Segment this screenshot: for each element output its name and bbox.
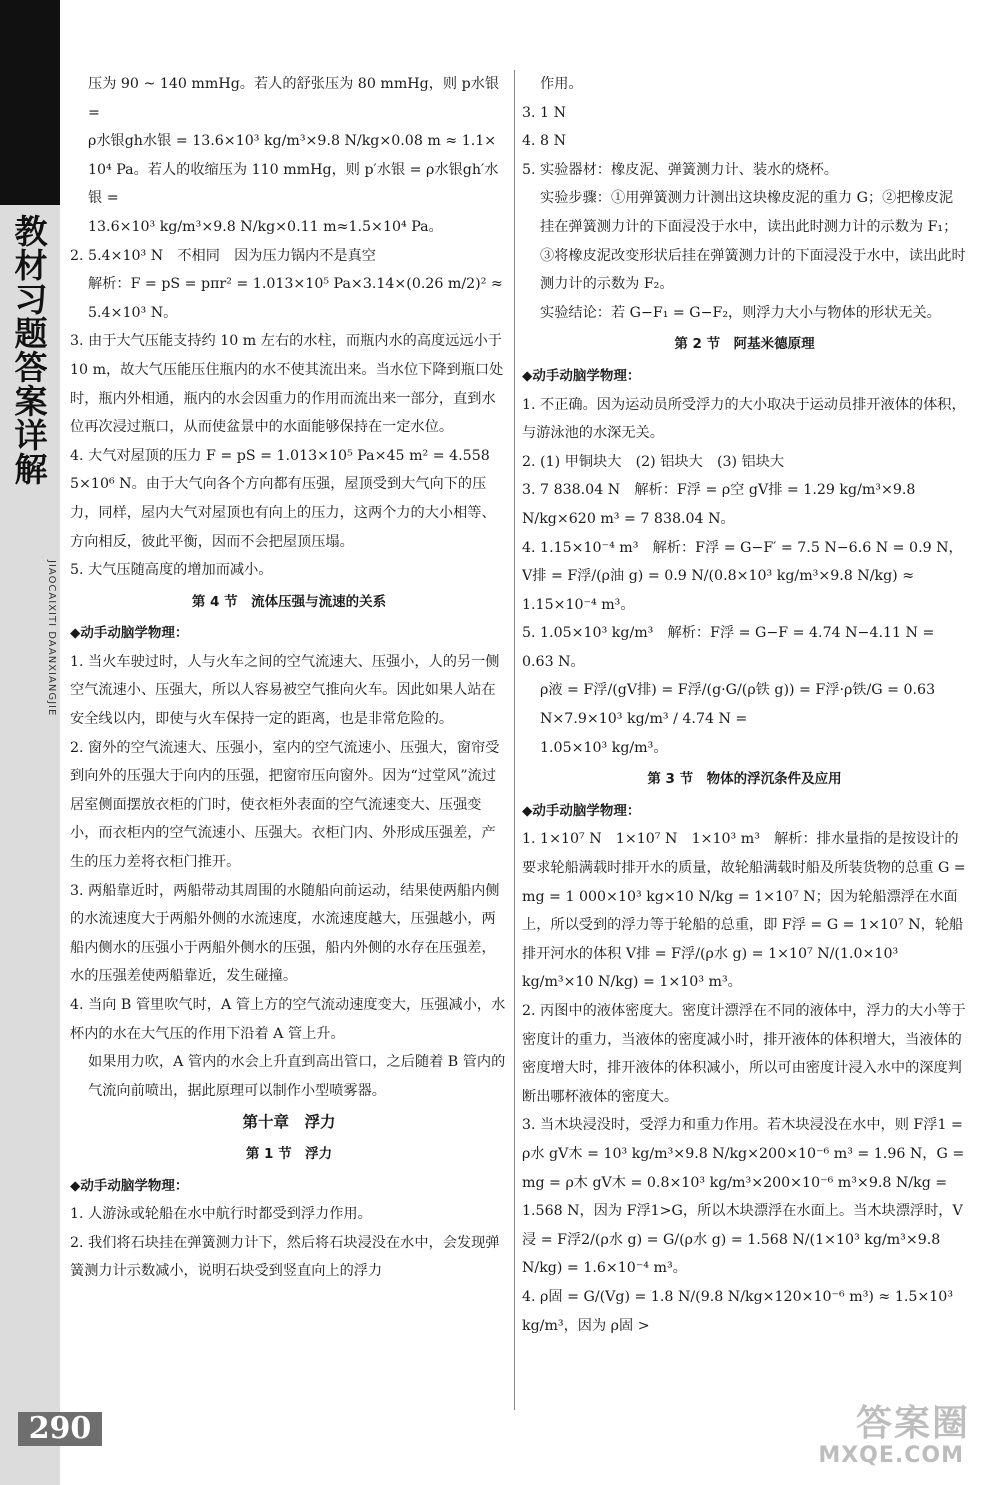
paragraph: 13.6×10³ kg/m³×9.8 N/kg×0.11 m≈1.5×10⁴ Pa。 xyxy=(88,218,443,235)
paragraph: 解析：F = pS = pπr² = 1.013×10⁵ Pa×3.14×(0.26 m/2)² ≈ xyxy=(88,276,503,293)
section-heading: 第 3 节 物体的浮沉条件及应用 xyxy=(647,771,842,788)
answer-item: 3. 由于大气压能支持约 10 m 左右的水柱，而瓶内水的高度远远小于 10 m，故大气压能压住瓶内的水不使其流出来。当水位下降到瓶口处时，瓶内外相通，瓶内的水会因重力的作用而流出来一部分，直到水位再次浸过瓶口，从而使盆景中的水面能够保持在一定水位。 xyxy=(70,333,504,436)
answer-item: 3. 当木块浸没时，受浮力和重力作用。若木块浸没在水中，则 F浮1 = ρ水 gV木 = 10³ kg/m³×9.8 N/kg×200×10⁻⁶ m³ = 1.96 N，G = mg = ρ木 gV木 = 0.8×10³ kg/m³×200×10⁻⁶ m³×9.8 N/kg = 1.568 N，因为 F浮1>G，所以木块漂浮在水面上。当木块漂浮时，V浸 = F浮2/(ρ水 g) = G/(ρ水 g) = 1.568 N/(1×10³ kg/m³×9.8 N/kg) = 1.6×10⁻⁴ m³。 xyxy=(522,1117,965,1277)
answer-item: 2. 我们将石块挂在弹簧测力计下，然后将石块浸没在水中，会发现弹簧测力计示数减小，说明石块受到竖直向上的浮力 xyxy=(70,1234,500,1280)
answer-item: 4. 大气对屋顶的压力 F = pS = 1.013×10⁵ Pa×45 m² = 4.558 5×10⁶ N。由于大气向各个方向都有压强，屋顶受到大气向下的压力，同样，屋内大气对屋顶也有向上的压力，这两个力的大小相等、方向相反，彼此平衡，因而不会把屋顶压塌。 xyxy=(70,447,496,550)
watermark-logo: 答案圈 xyxy=(855,1403,970,1444)
paragraph: 如果用力吹，A 管内的水会上升直到高出管口，之后随着 B 管内的气流向前喷出，据此原理可以制作小型喷雾器。 xyxy=(88,1054,506,1099)
title-char: 答 xyxy=(14,348,48,387)
paragraph: 实验结论：若 G−F₁ = G−F₂，则浮力大小与物体的形状无关。 xyxy=(540,304,941,321)
subheading: ◆动手动脑学物理： xyxy=(522,367,641,384)
answer-item: 5. 实验器材：橡皮泥、弹簧测力计、装水的烧杯。 xyxy=(522,161,838,178)
subheading: ◆动手动脑学物理： xyxy=(70,1177,189,1194)
paragraph: 压为 90 ~ 140 mmHg。若人的舒张压为 80 mmHg，则 p水银 = xyxy=(88,76,500,121)
answer-item: 2. 窗外的空气流速大、压强小，室内的空气流速小、压强大，窗帘受到向外的压强大于向内的压强，把窗帘压向窗外。因为“过堂风”流过居室侧面摆放衣柜的门时，使衣柜外表面的空气流速变大、压强变小，而衣柜内的空气流速小、压强大。衣柜门内、外形成压强差，产生的压力差将衣柜门推开。 xyxy=(70,739,500,871)
answer-item: 1. 1×10⁷ N 1×10⁷ N 1×10³ m³ 解析：排水量指的是按设计的要求轮船满载时排开水的质量，故轮船满载时船及所装货物的总重 G = mg = 1 000×10³ kg×10 N/kg = 1×10⁷ N；因为轮船漂浮在水面上，所以受到的浮力等于轮船的总重，即 F浮 = G = 1×10⁷ N，轮船排开河水的体积 V排 = F浮/(ρ水 g) = 1×10⁷ N/(1.0×10³ kg/m³×10 N/kg) = 1×10³ m³。 xyxy=(522,831,966,991)
answer-item: 1. 当火车驶过时，人与火车之间的空气流速大、压强小，人的另一侧空气流速小、压强大，所以人容易被空气推向火车。因此如果人站在安全线以内，即使与火车保持一定的距离，也是非常危险的。 xyxy=(70,653,500,728)
title-char: 详 xyxy=(14,416,48,455)
paragraph: 5.4×10³ N。 xyxy=(88,304,178,321)
answer-item: 1. 人游泳或轮船在水中航行时都受到浮力作用。 xyxy=(70,1206,372,1223)
answer-item: 2. 丙图中的液体密度大。密度计漂浮在不同的液体中，浮力的大小等于密度计的重力，当液体的密度减小时，排开液体的体积增大，当液体的密度增大时，排开液体的体积减小，所以可由密度计浸入水中的深度判断出哪杯液体的密度大。 xyxy=(522,1003,966,1105)
paragraph: 1.05×10³ kg/m³。 xyxy=(540,739,668,756)
book-title-vertical xyxy=(6,212,56,489)
subheading: ◆动手动脑学物理： xyxy=(70,625,189,642)
paragraph: ρ液 = F浮/(gV排) = F浮/(g·G/(ρ铁 g)) = F浮·ρ铁/G = 0.63 N×7.9×10³ kg/m³ / 4.74 N = xyxy=(540,682,936,728)
title-char: 材 xyxy=(14,246,48,285)
paragraph: 10⁴ Pa。若人的收缩压为 110 mmHg，则 p′水银 = ρ水银gh′水银 = xyxy=(88,161,499,207)
paragraph: 作用。 xyxy=(540,76,583,92)
watermark-url: MXQE.COM xyxy=(818,1443,964,1468)
section-heading: 第 1 节 浮力 xyxy=(245,1145,333,1162)
answer-item: 1. 不正确。因为运动员所受浮力的大小取决于运动员排开液体的体积，与游泳池的水深无关。 xyxy=(522,396,966,442)
section-heading: 第 2 节 阿基米德原理 xyxy=(674,336,815,353)
title-char: 教 xyxy=(14,212,48,251)
answer-item: 4. 当向 B 管里吹气时，A 管上方的空气流动速度变大，压强减小，水杯内的水在大气压的作用下沿着 A 管上升。 xyxy=(70,997,506,1042)
answer-item: 5. 1.05×10³ kg/m³ 解析：F浮 = G−F = 4.74 N−4.11 N = 0.63 N。 xyxy=(522,625,935,670)
answer-item: 3. 1 N xyxy=(522,104,566,121)
answer-item: 2. (1) 甲铜块大 (2) 铝块大 (3) 铝块大 xyxy=(522,453,785,470)
answer-item: 4. ρ固 = G/(Vg) = 1.8 N/(9.8 N/kg×120×10⁻⁶ m³) ≈ 1.5×10³ kg/m³，因为 ρ固 > xyxy=(522,1288,954,1334)
answer-item: 2. 5.4×10³ N 不相同 因为压力锅内不是真空 xyxy=(70,247,376,264)
answer-item: 3. 两船靠近时，两船带动其周围的水随船向前运动，结果使两船内侧的水流速度大于两船外侧的水流速度，水流速度越大，压强越小，两船内侧水的压强小于两船外侧水的压强，船内外侧的水存在压强差，水的压强差使两船靠近，发生碰撞。 xyxy=(70,882,500,985)
right-column xyxy=(522,70,967,1340)
book-title-pinyin: JIAOCAIXITI DAANXIANGJIE xyxy=(46,560,57,717)
section-heading: 第 4 节 流体压强与流速的关系 xyxy=(191,593,387,610)
sidebar-dark-band xyxy=(0,0,60,205)
answer-item: 5. 大气压随高度的增加而减小。 xyxy=(70,562,273,579)
title-char: 解 xyxy=(14,450,48,489)
sidebar xyxy=(0,0,60,1485)
subheading: ◆动手动脑学物理： xyxy=(522,802,641,819)
column-divider xyxy=(514,70,515,1410)
left-column xyxy=(70,70,508,1286)
paragraph: ρ水银gh水银 = 13.6×10³ kg/m³×9.8 N/kg×0.08 m ≈ 1.1× xyxy=(88,133,497,150)
answer-item: 4. 1.15×10⁻⁴ m³ 解析：F浮 = G−F′ = 7.5 N−6.6 N = 0.9 N，V排 = F浮/(ρ油 g) = 0.9 N/(0.8×10³ kg/m³×9.8 N/kg) ≈ 1.15×10⁻⁴ m³。 xyxy=(522,539,963,613)
title-char: 习 xyxy=(14,280,48,319)
paragraph: 实验步骤：①用弹簧测力计测出这块橡皮泥的重力 G；②把橡皮泥挂在弹簧测力计的下面浸没于水中，读出此时测力计的示数为 F₁；③将橡皮泥改变形状后挂在弹簧测力计的下面浸没于水中，读出此时测力计的示数为 F₂。 xyxy=(540,190,966,293)
answer-item: 4. 8 N xyxy=(522,133,566,150)
chapter-heading: 第十章 浮力 xyxy=(242,1113,336,1132)
title-char: 案 xyxy=(14,382,48,421)
title-char: 题 xyxy=(14,314,48,353)
answer-item: 3. 7 838.04 N 解析：F浮 = ρ空 gV排 = 1.29 kg/m³×9.8 N/kg×620 m³ = 7 838.04 N。 xyxy=(522,482,916,527)
page-number: 290 xyxy=(18,1412,102,1446)
